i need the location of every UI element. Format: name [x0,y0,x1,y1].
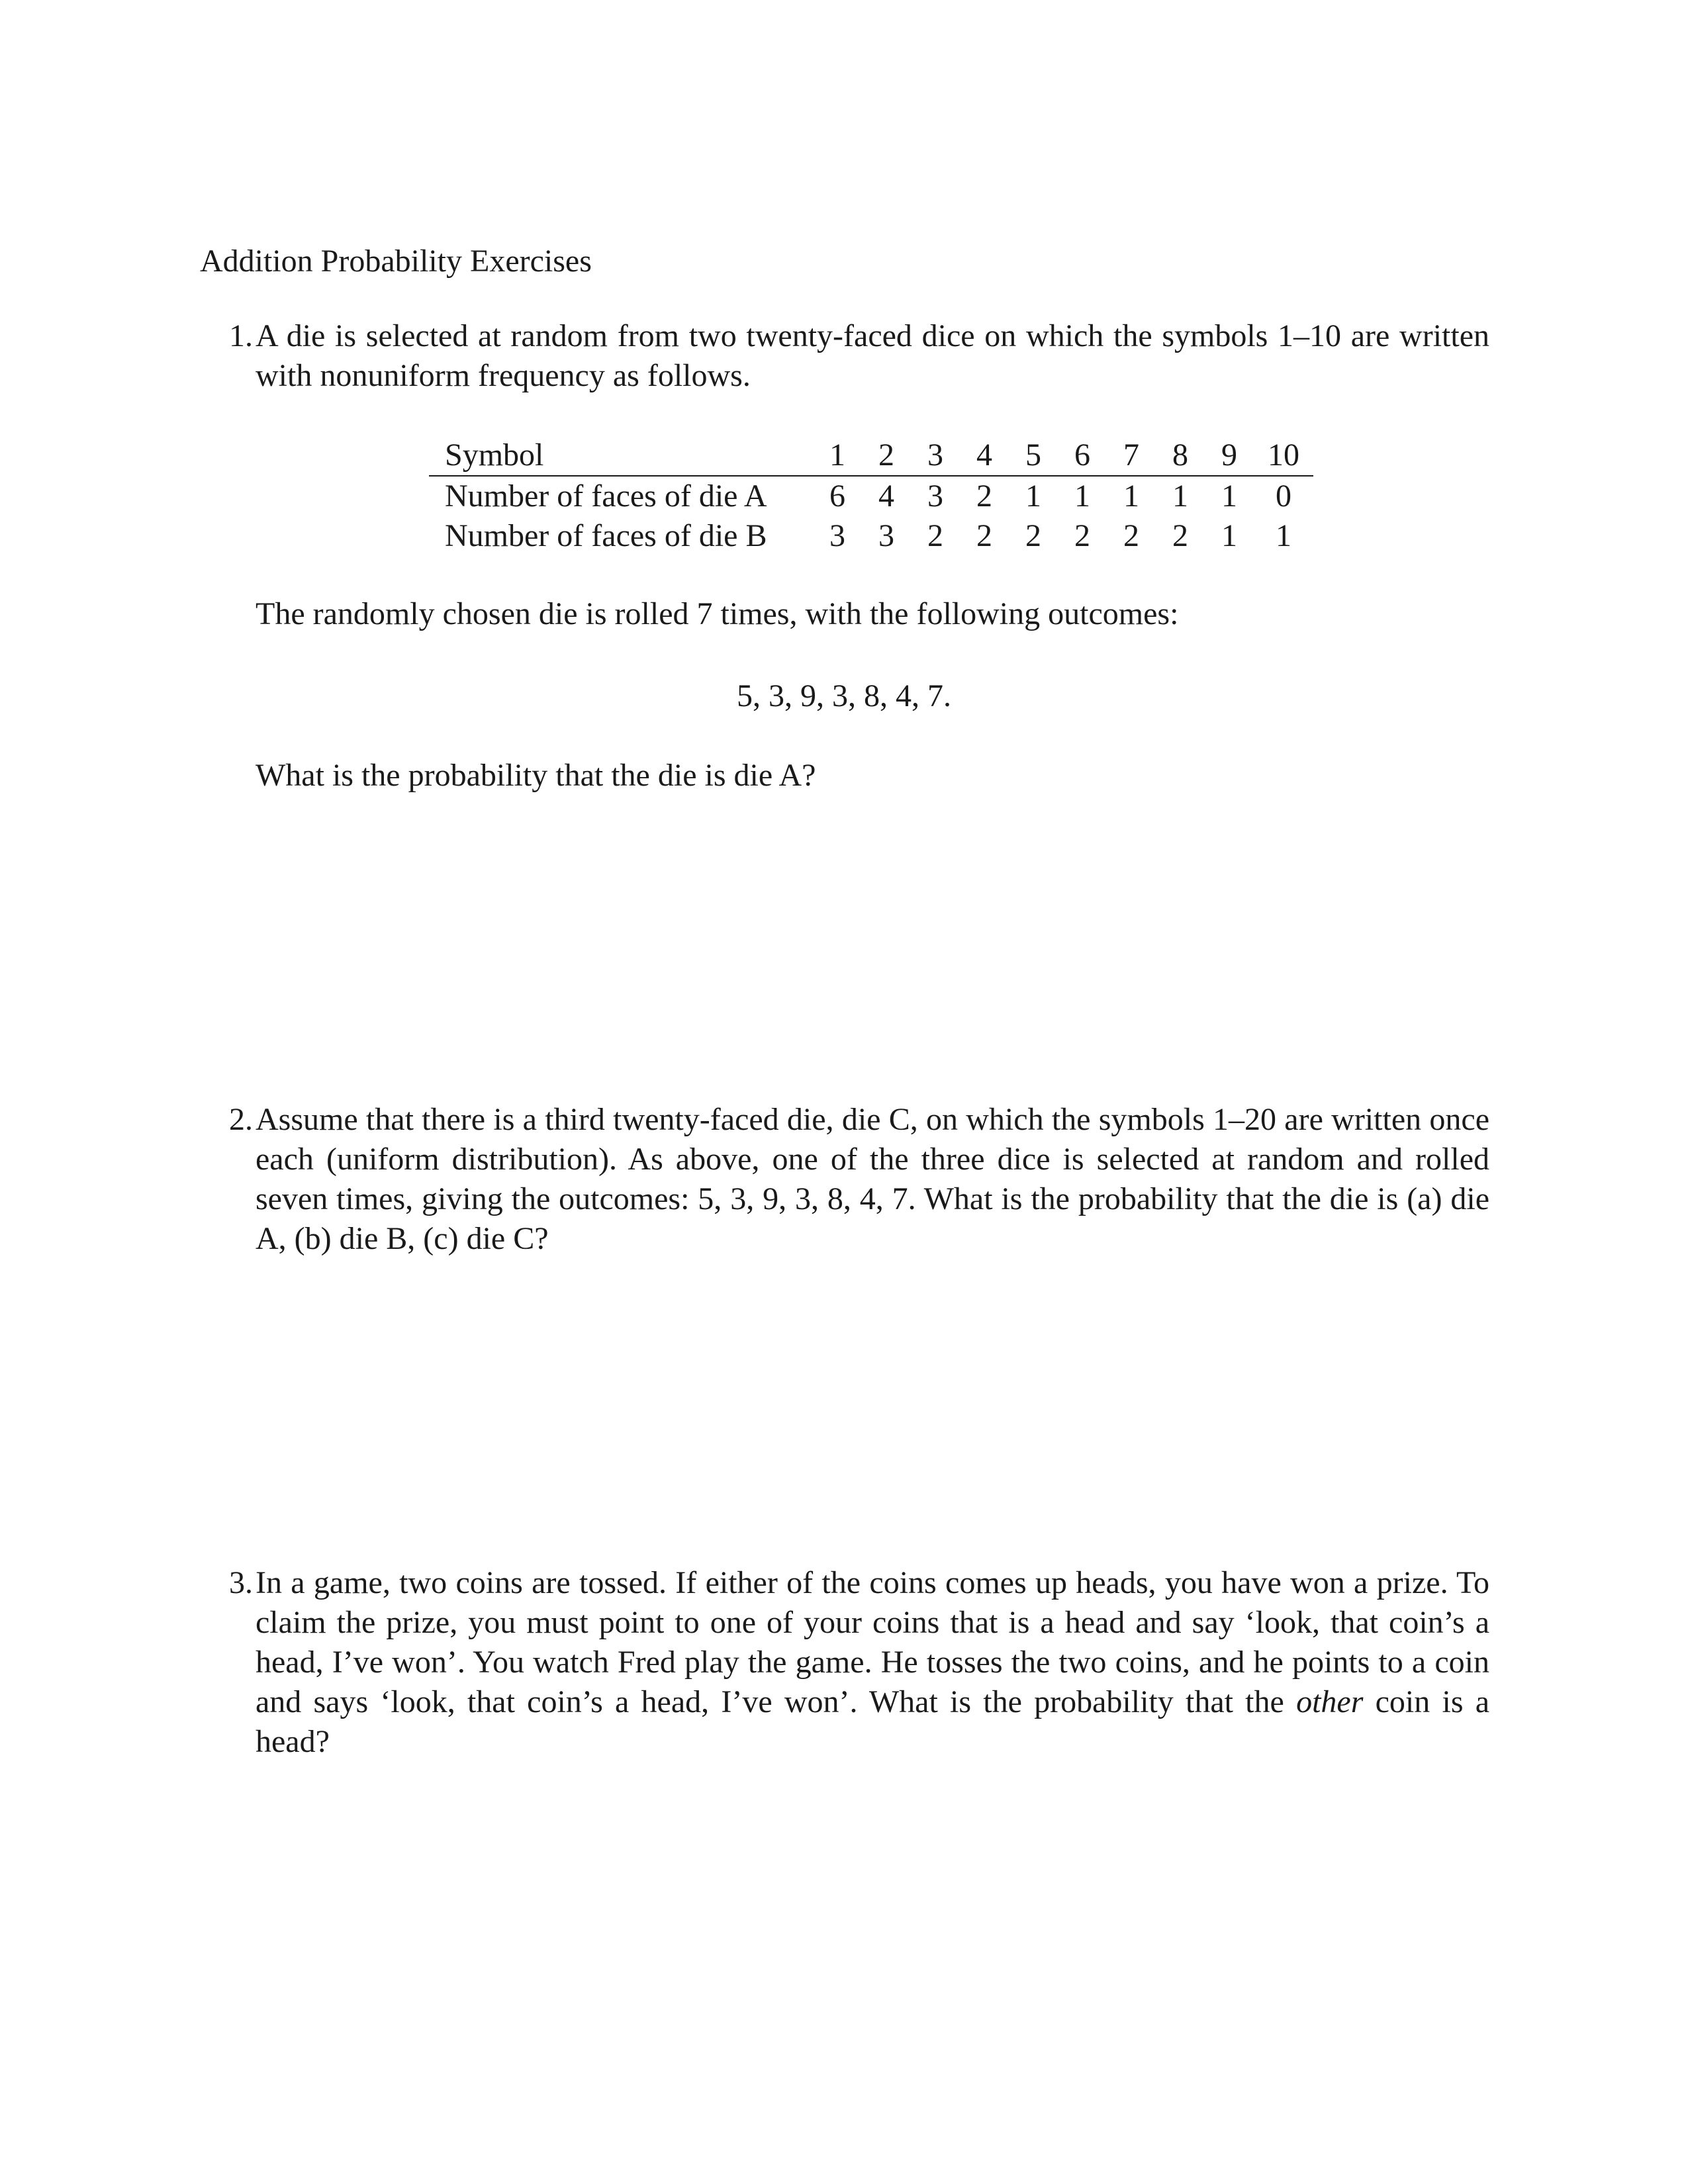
question-text-before: In a game, two coins are tossed. If either of the coins comes up heads, you have won a prize. To claim the prize, you must point to one of your coins that is a head and say ‘look, that coin’s a head, I’ve won’. You watch Fred play the game. He tosses the two coins, and he points to a coin and says ‘look, that coin’s a head, I’ve won’. What is the probability that the [256,1565,1489,1719]
question-text-after: coin is a head? [256,1684,1490,1759]
table-header-cell: 5 [1009,435,1058,476]
table-header-cell: 6 [1058,435,1107,476]
table-cell: 4 [878,478,894,514]
table-cell: 1 [1221,518,1237,553]
document-title: Addition Probability Exercises [200,244,592,279]
question-text [256,1563,1489,1762]
table-header-cell: 10 [1254,435,1313,476]
table-header-cell: 4 [960,435,1009,476]
table-cell: 2 [1172,518,1188,553]
table-cell: 3 [829,518,845,553]
table-cell: 1 [1025,478,1041,514]
table-cell: 2 [1074,518,1090,553]
table-cell: 0 [1276,478,1291,514]
question-text: Assume that there is a third twenty-faced die, die C, on which the symbols 1–20 are written once each (uniform distribution). As above, one of the three dice is selected at random and rolled seven times, giving the outcomes: 5, 3, 9, 3, 8, 4, 7. What is the probability that the die is (a) die A, (b) die B, (c) die C? [256,1102,1489,1256]
table-header-cell: 9 [1205,435,1254,476]
table-cell: 1 [1276,518,1291,553]
question-number: 1. [229,318,253,353]
question-number: 3. [229,1565,253,1600]
table-cell: 2 [1123,518,1139,553]
question-number: 2. [229,1102,253,1137]
frequency-table [429,435,1313,556]
table-cell: 3 [878,518,894,553]
table-cell: 2 [976,518,992,553]
question-body [256,1100,1489,1259]
table-cell: 1 [1123,478,1139,514]
table-header-cell: 7 [1107,435,1156,476]
table-cell: 3 [927,478,943,514]
table-row-label: Number of faces of die B [445,518,767,553]
question-1-after-table: The randomly chosen die is rolled 7 times, with the following outcomes: [256,596,1179,631]
table-cell: 1 [1221,478,1237,514]
table-header-cell: 8 [1156,435,1205,476]
question-text: A die is selected at random from two twenty-faced dice on which the symbols 1–10 are written with nonuniform frequency as follows. [256,318,1489,393]
question-body [256,1563,1489,1762]
table-cell: 2 [976,478,992,514]
table-header-cell: 3 [911,435,960,476]
table-header-label: Symbol [429,435,813,476]
question-body [256,316,1489,396]
table-header-row [429,435,1313,476]
table-cell: 1 [1172,478,1188,514]
table-cell: 1 [1074,478,1090,514]
table-row-label: Number of faces of die A [445,478,767,514]
table-row [429,476,1313,516]
table-header-cell: 2 [862,435,911,476]
roll-outcomes: 5, 3, 9, 3, 8, 4, 7. [737,678,951,713]
table-cell: 6 [829,478,845,514]
table-cell: 2 [927,518,943,553]
question-text-emphasis: other [1296,1684,1364,1719]
table-header-cell: 1 [813,435,862,476]
question-1-ask: What is the probability that the die is die A? [256,758,816,793]
table-cell: 2 [1025,518,1041,553]
table-row [429,516,1313,556]
